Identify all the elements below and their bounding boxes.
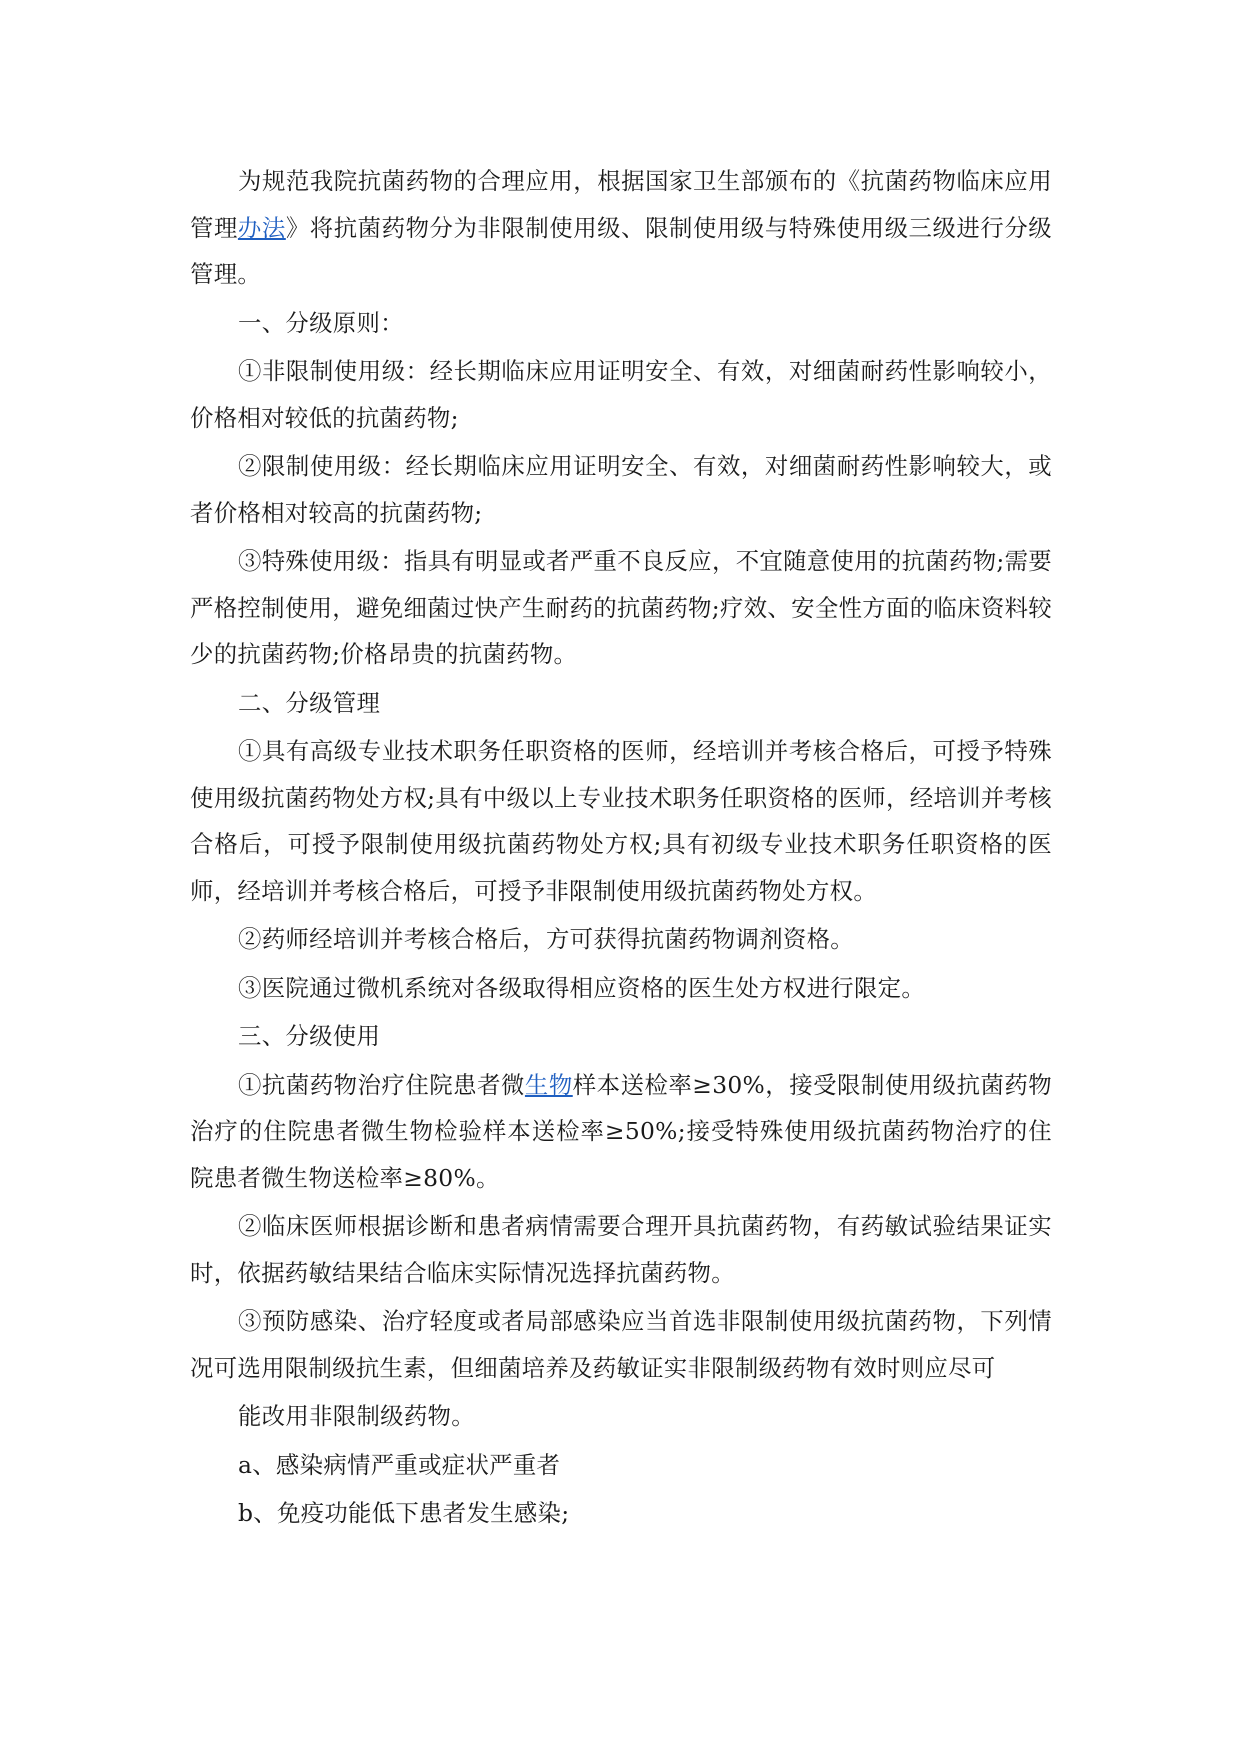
principle-item-3: ③特殊使用级：指具有明显或者严重不良反应，不宜随意使用的抗菌药物;需要严格控制使用，避免细菌过快产生耐药的抗菌药物;疗效、安全性方面的临床资料较少的抗菌药物;价格昂贵的抗菌药物。 — [190, 547, 1052, 668]
usage-item-2: ②临床医师根据诊断和患者病情需要合理开具抗菌药物，有药敏试验结果证实时，依据药敏结果结合临床实际情况选择抗菌药物。 — [190, 1212, 1052, 1287]
principle-item-1: ①非限制使用级：经长期临床应用证明安全、有效，对细菌耐药性影响较小，价格相对较低的抗菌药物; — [190, 357, 1052, 432]
intro-text-1: 为规范我院抗菌药物的合理应用，根据国家卫生部颁布的《抗菌药物临床应用管理 — [190, 167, 1052, 242]
section1-heading: 一、分级原则： — [238, 308, 404, 337]
management-item-2: ②药师经培训并考核合格后，方可获得抗菌药物调剂资格。 — [238, 925, 854, 953]
intro-text-2: 》将抗菌药物分为非限制使用级、限制使用级与特殊使用级三级进行分级管理。 — [190, 213, 1052, 288]
usage-item-1 — [190, 1062, 1052, 1202]
usage-item-3: ③预防感染、治疗轻度或者局部感染应当首选非限制使用级抗菌药物，下列情况可选用限制级抗生素，但细菌培养及药敏证实非限制级药物有效时则应尽可 — [190, 1307, 1052, 1382]
intro-paragraph — [190, 158, 1052, 298]
principle-item-2: ②限制使用级：经长期临床应用证明安全、有效，对细菌耐药性影响较大，或者价格相对较高的抗菌药物; — [190, 452, 1052, 527]
management-item-3: ③医院通过微机系统对各级取得相应资格的医生处方权进行限定。 — [238, 973, 926, 1002]
condition-a: a、感染病情严重或症状严重者 — [238, 1450, 561, 1479]
document-body — [190, 158, 1052, 1537]
measures-link[interactable]: 办法 — [237, 213, 286, 242]
condition-b: b、免疫功能低下患者发生感染; — [238, 1499, 570, 1527]
section3-heading: 三、分级使用 — [238, 1022, 381, 1050]
usage-item-1-text-2: 样本送检率≥30%，接受限制使用级抗菌药物治疗的住院患者微生物检验样本送检率≥50%;接受特殊使用级抗菌药物治疗的住院患者微生物送检率≥80%。 — [190, 1070, 1052, 1192]
usage-item-1-text-1: ①抗菌药物治疗住院患者微 — [238, 1070, 525, 1099]
management-item-1: ①具有高级专业技术职务任职资格的医师，经培训并考核合格后，可授予特殊使用级抗菌药物处方权;具有中级以上专业技术职务任职资格的医师，经培训并考核合格后，可授予限制使用级抗菌药物处方权;具有初级专业技术职务任职资格的医师，经培训并考核合格后，可授予非限制使用级抗菌药物处方权。 — [190, 737, 1052, 905]
usage-item-3-continued: 能改用非限制级药物。 — [238, 1402, 475, 1430]
biology-link[interactable]: 生物 — [524, 1070, 573, 1099]
section2-heading: 二、分级管理 — [238, 688, 381, 717]
